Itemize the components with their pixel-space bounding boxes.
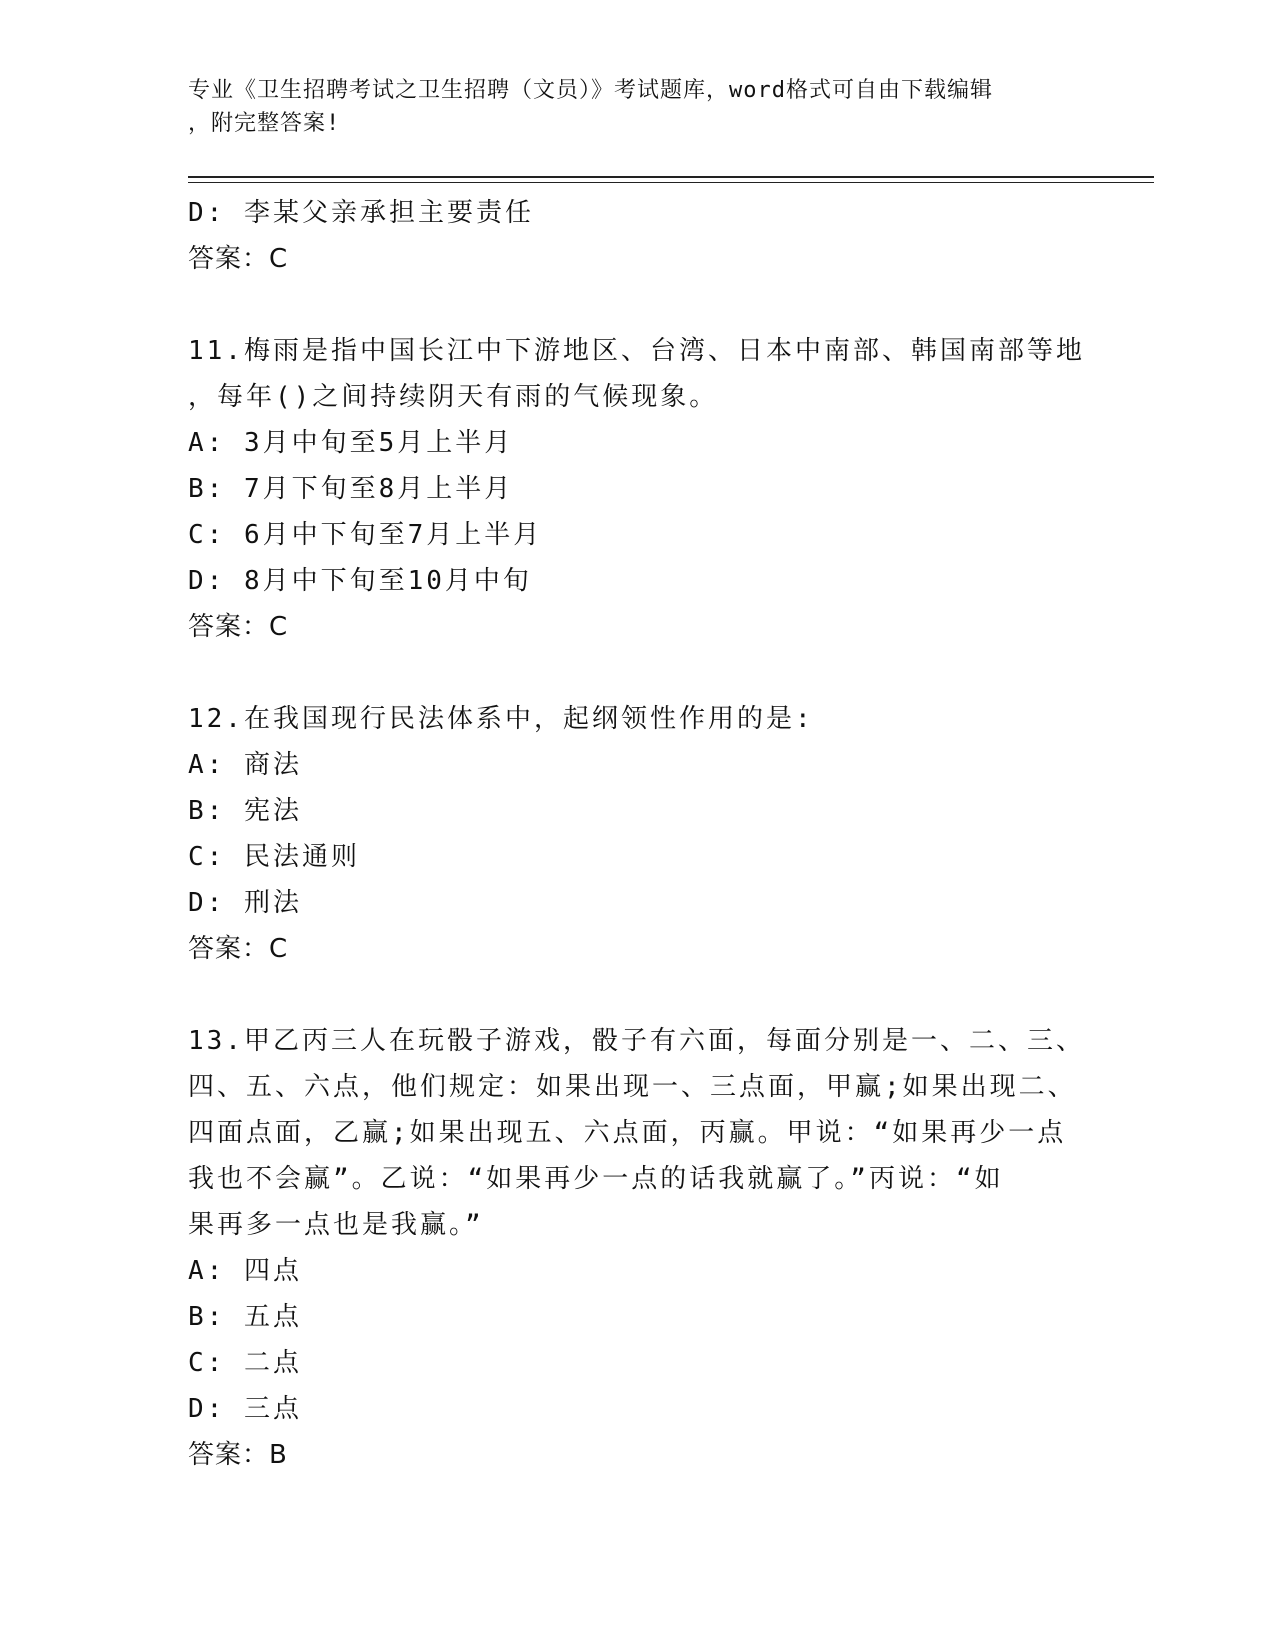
q12-option-a: A: 商法 [188,750,302,780]
q11-text-line-1: 11.梅雨是指中国长江中下游地区、台湾、日本中南部、韩国南部等地 [188,336,1085,366]
q13-option-a: A: 四点 [188,1256,302,1286]
q12-answer: 答案：C [188,934,289,964]
spacer [188,972,1088,1018]
header-divider-thin [188,182,1154,183]
document-body [188,190,1088,1478]
q13-option-c: C: 二点 [188,1348,302,1378]
q13-text-line-4: 我也不会赢”。乙说：“如果再少一点的话我就赢了。”丙说：“如 [188,1164,1004,1194]
header-line-2: ，附完整答案! [188,111,341,136]
q11-option-d: D: 8月中下旬至10月中旬 [188,566,532,596]
spacer [188,282,1088,328]
q12-option-d: D: 刑法 [188,888,302,918]
q11-option-c: C: 6月中下旬至7月上半月 [188,520,543,550]
q12-text-line-1: 12.在我国现行民法体系中，起纲领性作用的是: [188,704,814,734]
prev-option-d: D: 李某父亲承担主要责任 [188,198,534,228]
q11-text-line-2: ，每年()之间持续阴天有雨的气候现象。 [188,382,719,412]
q13-text-line-3: 四面点面，乙赢;如果出现五、六点面，丙赢。甲说：“如果再少一点 [188,1118,1067,1148]
q12-option-c: C: 民法通则 [188,842,360,872]
q13-answer: 答案：B [188,1440,288,1470]
q13-text-line-1: 13.甲乙丙三人在玩骰子游戏，骰子有六面，每面分别是一、二、三、 [188,1026,1085,1056]
prev-answer: 答案：C [188,244,289,274]
q13-option-d: D: 三点 [188,1394,302,1424]
header-line-1: 专业《卫生招聘考试之卫生招聘（文员）》考试题库，word格式可自由下载编辑 [188,78,993,103]
q11-option-a: A: 3月中旬至5月上半月 [188,428,514,458]
header-divider-thick [188,176,1154,178]
q13-text-line-5: 果再多一点也是我赢。” [188,1210,484,1240]
q13-option-b: B: 五点 [188,1302,302,1332]
q11-option-b: B: 7月下旬至8月上半月 [188,474,514,504]
spacer [188,650,1088,696]
q13-text-line-2: 四、五、六点，他们规定：如果出现一、三点面，甲赢;如果出现二、 [188,1072,1077,1102]
document-header [188,74,1078,140]
q12-option-b: B: 宪法 [188,796,302,826]
q11-answer: 答案：C [188,612,289,642]
